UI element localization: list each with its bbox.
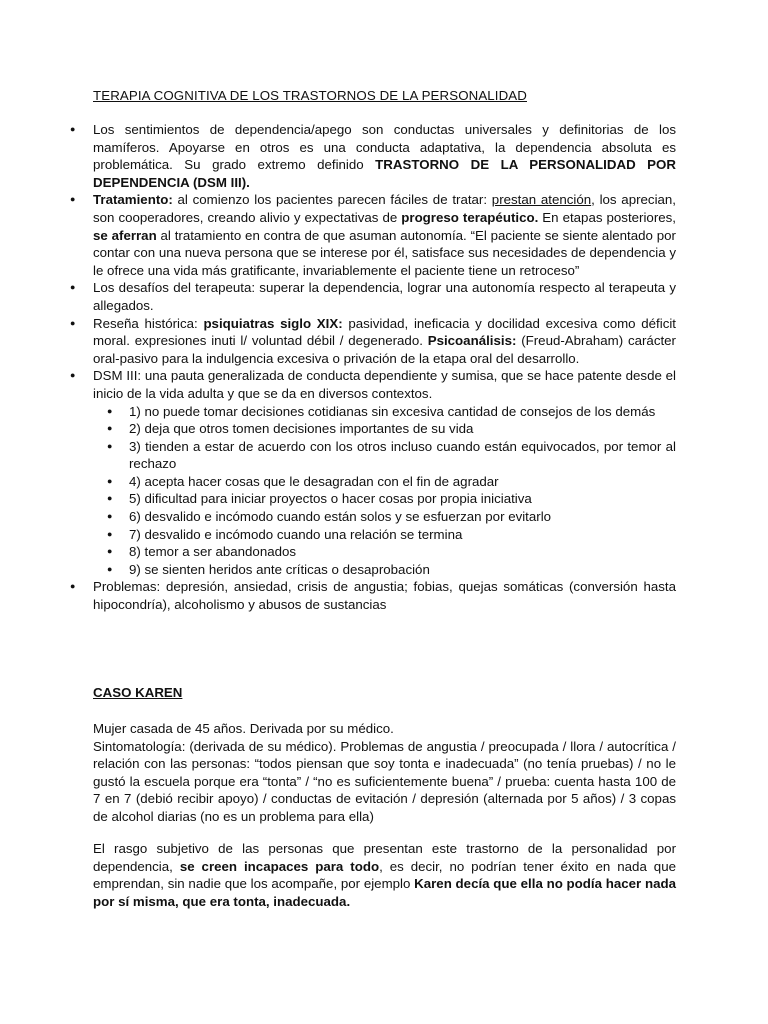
bullet-bold-text: TRASTORNO DE LA PERSONALIDAD POR DEPENDENCIA (DSM III). xyxy=(93,157,676,190)
analysis-text: , es decir, no podrían tener éxito en nada que emprendan, sin nadie que los acompañe, por ejemplo xyxy=(93,858,676,892)
criteria-item: ● 3) tienden a estar de acuerdo con los otros incluso cuando están equivocados, por temor al rechazo xyxy=(129,438,676,473)
criteria-item: ● 4) acepta hacer cosas que le desagradan con el fin de agradar xyxy=(129,473,676,491)
bullet-text: DSM III: una pauta generalizada de conducta dependiente y sumisa, que se hace patente desde el inicio de la vida adulta y que se da en diversos contextos. xyxy=(93,368,676,401)
criteria-item: ● 8) temor a ser abandonados xyxy=(129,543,676,561)
bullet-desafios: ● Los desafíos del terapeuta: superar la dependencia, lograr una autonomía respecto al terapeuta y allegados. xyxy=(93,279,676,314)
criteria-item: ● 1) no puede tomar decisiones cotidianas sin excesiva cantidad de consejos de los demás xyxy=(129,403,676,421)
bullet-bold-text: Tratamiento: xyxy=(93,192,173,208)
bullet-tratamiento xyxy=(93,191,676,279)
bullet-bold-text: progreso terapéutico. xyxy=(401,209,539,225)
main-bullet-list xyxy=(93,121,676,614)
case-description xyxy=(93,720,676,826)
criteria-item: ● 5) dificultad para iniciar proyectos o hacer cosas por propia iniciativa xyxy=(129,490,676,508)
bullet-problemas: ● Problemas: depresión, ansiedad, crisis de angustia; fobias, quejas somáticas (conversión hasta hipocondría), alcoholismo y abusos de sustancias xyxy=(93,578,676,613)
criteria-item: ● 7) desvalido e incómodo cuando una relación se termina xyxy=(129,526,676,544)
bullet-bold-text: psiquiatras siglo XIX: xyxy=(203,315,343,331)
criteria-list xyxy=(93,403,676,579)
criteria-item: ● 2) deja que otros tomen decisiones importantes de su vida xyxy=(129,420,676,438)
document-title: TERAPIA COGNITIVA DE LOS TRASTORNOS DE LA PERSONALIDAD xyxy=(93,88,527,103)
case-title: CASO KAREN xyxy=(93,685,183,700)
analysis-text: El rasgo subjetivo de las personas que presentan este trastorno de la personalidad por dependencia, xyxy=(93,841,676,874)
bullet-text: Los sentimientos de dependencia/apego son conductas universales y definitorias de los mamíferos. Apoyarse en otros es una conducta adaptativa, la dependencia absoluta es problemática. Su grado extremo definido xyxy=(93,122,676,173)
case-analysis xyxy=(93,840,676,910)
bullet-underlined-text: prestan atención xyxy=(491,192,592,208)
bullet-resena-historica xyxy=(93,315,676,368)
bullet-bold-text: se aferran xyxy=(93,227,157,243)
analysis-bold-text: se creen incapaces para todo xyxy=(179,858,380,874)
bullet-text: En etapas posteriores, xyxy=(538,209,676,225)
bullet-text: al tratamiento en contra de que asuman autonomía. “El paciente se siente alentado por contar con una nueva persona que se interese por él, satisface sus necesidades de dependencia y le ofrece una vida más gratificante, invariablemente el paciente tiene un retroceso” xyxy=(93,227,676,278)
criteria-item: ● 9) se sienten heridos ante críticas o desaprobación xyxy=(129,561,676,579)
case-symptoms: Sintomatología: (derivada de su médico). Problemas de angustia / preocupada / llora / autocrítica / relación con las personas: “todos piensan que soy tonta e inadecuada” (no tenía pruebas) / no le gustó la escuela porque era “tonta” / “no es suficientemente buena” / prueba: cuenta hasta 100 de 7 en 7 (debió recibir apoyo) / conductas de evitación / depresión (alternada por 5 años) / 3 copas de alcohol diarias (no es un problema para ella) xyxy=(93,738,676,824)
bullet-text: , los aprecian, son cooperadores, creando alivio y expectativas de xyxy=(93,192,677,225)
bullet-text: pasividad, ineficacia y docilidad excesiva como déficit moral. expresiones inuti l/ voluntad débil / degenerado. xyxy=(93,315,676,349)
bullet-text: Reseña histórica: xyxy=(93,315,204,331)
bullet-text: (Freud-Abraham) carácter oral-pasivo para la indulgencia excesiva o privación de la etapa oral del desarrollo. xyxy=(93,333,676,366)
bullet-dsm-iii xyxy=(93,367,676,578)
criteria-item: ● 6) desvalido e incómodo cuando están solos y se esfuerzan por evitarlo xyxy=(129,508,676,526)
analysis-bold-text: Karen decía que ella no podía hacer nada por sí misma, que era tonta, inadecuada. xyxy=(93,876,676,909)
bullet-bold-text: Psicoanálisis: xyxy=(427,333,517,349)
bullet-dependencia xyxy=(93,121,676,191)
bullet-text: al comienzo los pacientes parecen fáciles de tratar: xyxy=(172,192,492,208)
case-intro-line: Mujer casada de 45 años. Derivada por su médico. xyxy=(93,721,394,736)
